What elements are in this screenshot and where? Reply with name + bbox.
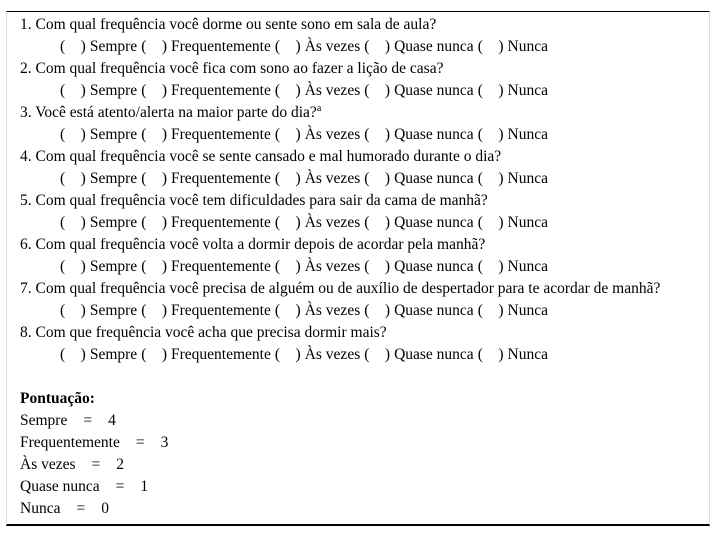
- answer-blank: ( ): [141, 126, 168, 143]
- answer-blank: ( ): [141, 170, 168, 187]
- answer-blank: ( ): [60, 82, 86, 99]
- question-item: [20, 190, 697, 234]
- option-label: Às vezes: [304, 258, 361, 275]
- answer-blank: ( ): [364, 126, 391, 143]
- option-label: Nunca: [507, 38, 548, 55]
- answer-blank: ( ): [274, 170, 301, 187]
- option-label: Sempre: [89, 126, 138, 143]
- score-value: 1: [140, 478, 149, 495]
- answer-blank: ( ): [141, 258, 168, 275]
- answer-blank: ( ): [60, 302, 86, 319]
- question-item: [20, 102, 697, 146]
- answer-blank: ( ): [60, 258, 86, 275]
- option-label: Frequentemente: [171, 126, 271, 143]
- score-value: 0: [101, 500, 109, 517]
- equals-sign: =: [135, 434, 145, 451]
- answer-blank: ( ): [60, 38, 86, 55]
- question-item: [20, 322, 697, 366]
- answer-blank: ( ): [274, 302, 301, 319]
- answer-blank: ( ): [477, 214, 504, 231]
- question-text: [20, 58, 697, 80]
- question-text: [20, 190, 697, 212]
- answer-options-row: [60, 80, 697, 102]
- answer-blank: ( ): [274, 38, 301, 55]
- option-label: Nunca: [507, 346, 548, 363]
- answer-blank: ( ): [364, 258, 391, 275]
- option-label: Nunca: [507, 214, 548, 231]
- question-item: [20, 234, 697, 278]
- score-label: Às vezes: [20, 456, 76, 473]
- equals-sign: =: [76, 500, 86, 517]
- option-label: Sempre: [89, 214, 138, 231]
- answer-blank: ( ): [274, 346, 301, 363]
- score-value: 3: [160, 434, 169, 451]
- option-label: Às vezes: [304, 346, 361, 363]
- option-label: Quase nunca: [394, 82, 474, 99]
- question-text-label: 8. Com que frequência você acha que precisa dormir mais?: [20, 324, 387, 341]
- answer-blank: ( ): [477, 346, 504, 363]
- question-text: [20, 278, 697, 300]
- question-item: [20, 58, 697, 102]
- scoring-title: Pontuação:: [20, 390, 95, 407]
- answer-blank: ( ): [274, 214, 301, 231]
- answer-blank: ( ): [60, 170, 86, 187]
- answer-blank: ( ): [141, 214, 168, 231]
- option-label: Quase nunca: [394, 302, 474, 319]
- answer-blank: ( ): [274, 258, 301, 275]
- answer-blank: ( ): [364, 302, 391, 319]
- question-text-label: 7. Com qual frequência você precisa de alguém ou de auxílio de despertador para te acordar de manhã?: [20, 280, 661, 297]
- option-label: Frequentemente: [171, 170, 271, 187]
- option-label: Sempre: [89, 82, 138, 99]
- option-label: Sempre: [89, 38, 138, 55]
- answer-blank: ( ): [274, 82, 301, 99]
- score-line: [20, 432, 697, 454]
- equals-sign: =: [115, 478, 125, 495]
- option-label: Nunca: [507, 302, 548, 319]
- option-label: Sempre: [89, 170, 138, 187]
- answer-blank: ( ): [60, 214, 86, 231]
- option-label: Nunca: [507, 82, 548, 99]
- option-label: Às vezes: [304, 214, 361, 231]
- scoring-list: [20, 410, 697, 520]
- question-item: [20, 14, 697, 58]
- answer-blank: ( ): [364, 346, 391, 363]
- option-label: Nunca: [507, 126, 548, 143]
- blank-line: [20, 366, 697, 388]
- answer-blank: ( ): [274, 126, 301, 143]
- answer-blank: ( ): [477, 258, 504, 275]
- score-label: Quase nunca: [20, 478, 100, 495]
- answer-options-row: [60, 124, 697, 146]
- answer-blank: ( ): [364, 82, 391, 99]
- question-text: [20, 146, 697, 168]
- answer-options-row: [60, 36, 697, 58]
- answer-blank: ( ): [477, 302, 504, 319]
- option-label: Frequentemente: [171, 82, 271, 99]
- option-label: Sempre: [89, 346, 138, 363]
- answer-blank: ( ): [364, 38, 391, 55]
- option-label: Às vezes: [304, 126, 361, 143]
- question-text-label: 2. Com qual frequência você fica com sono ao fazer a lição de casa?: [20, 60, 444, 77]
- option-label: Quase nunca: [394, 38, 474, 55]
- answer-options-row: [60, 212, 697, 234]
- score-line: [20, 498, 697, 520]
- answer-blank: ( ): [477, 38, 504, 55]
- answer-blank: ( ): [477, 126, 504, 143]
- question-item: [20, 278, 697, 322]
- answer-blank: ( ): [141, 38, 168, 55]
- question-text-label: 6. Com qual frequência você volta a dormir depois de acordar pela manhã?: [20, 236, 486, 253]
- equals-sign: =: [83, 412, 93, 429]
- score-value: 4: [108, 412, 116, 429]
- answer-blank: ( ): [141, 82, 168, 99]
- option-label: Frequentemente: [171, 214, 271, 231]
- score-line: [20, 410, 697, 432]
- option-label: Quase nunca: [394, 170, 474, 187]
- option-label: Frequentemente: [171, 302, 271, 319]
- option-label: Às vezes: [304, 82, 361, 99]
- option-label: Sempre: [89, 258, 138, 275]
- equals-sign: =: [91, 456, 101, 473]
- answer-blank: ( ): [60, 126, 86, 143]
- answer-options-row: [60, 168, 697, 190]
- footnote-marker: a: [316, 102, 322, 114]
- question-text-label: 5. Com qual frequência você tem dificuldades para sair da cama de manhã?: [20, 192, 488, 209]
- answer-options-row: [60, 256, 697, 278]
- option-label: Nunca: [507, 258, 548, 275]
- question-text-label: 3. Você está atento/alerta na maior parte do dia?: [20, 104, 317, 121]
- score-label: Sempre: [20, 412, 68, 429]
- option-label: Às vezes: [304, 38, 361, 55]
- question-item: [20, 146, 697, 190]
- option-label: Nunca: [507, 170, 548, 187]
- option-label: Quase nunca: [394, 214, 474, 231]
- answer-options-row: [60, 300, 697, 322]
- option-label: Frequentemente: [171, 346, 271, 363]
- score-label: Frequentemente: [20, 434, 120, 451]
- questions-list: [20, 14, 697, 366]
- questionnaire-sheet: [6, 11, 710, 526]
- score-line: [20, 454, 697, 476]
- score-value: 2: [116, 456, 125, 473]
- option-label: Frequentemente: [171, 258, 271, 275]
- answer-options-row: [60, 344, 697, 366]
- answer-blank: ( ): [477, 170, 504, 187]
- question-text: [20, 322, 697, 344]
- answer-blank: ( ): [141, 302, 168, 319]
- answer-blank: ( ): [364, 214, 391, 231]
- answer-blank: ( ): [477, 82, 504, 99]
- question-text: [20, 102, 697, 124]
- option-label: Quase nunca: [394, 126, 474, 143]
- option-label: Quase nunca: [394, 346, 474, 363]
- answer-blank: ( ): [364, 170, 391, 187]
- answer-blank: ( ): [141, 346, 168, 363]
- question-text: [20, 234, 697, 256]
- option-label: Às vezes: [304, 302, 361, 319]
- question-text-label: 4. Com qual frequência você se sente cansado e mal humorado durante o dia?: [20, 148, 502, 165]
- question-text: [20, 14, 697, 36]
- score-label: Nunca: [20, 500, 61, 517]
- option-label: Frequentemente: [171, 38, 271, 55]
- answer-blank: ( ): [60, 346, 86, 363]
- option-label: Às vezes: [304, 170, 361, 187]
- question-text-label: 1. Com qual frequência você dorme ou sente sono em sala de aula?: [20, 16, 437, 33]
- score-line: [20, 476, 697, 498]
- option-label: Sempre: [89, 302, 138, 319]
- option-label: Quase nunca: [394, 258, 474, 275]
